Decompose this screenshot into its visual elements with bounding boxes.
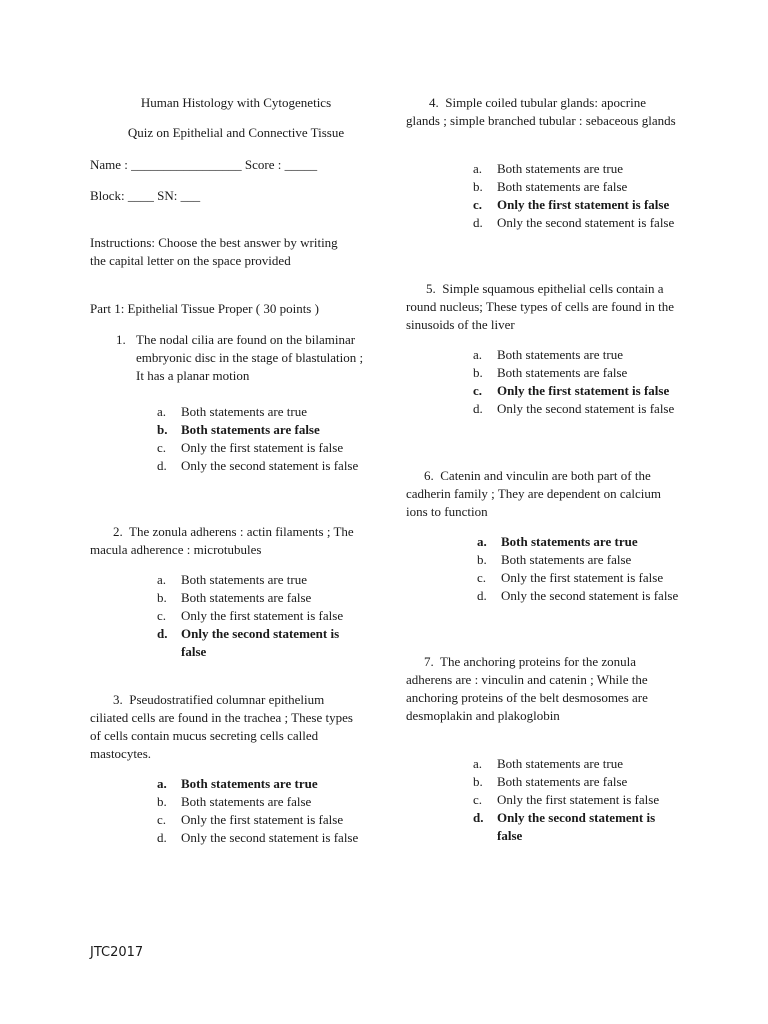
question-text: The zonula adherens : actin filaments ; The macula adherence : microtubules bbox=[90, 524, 354, 557]
question-6-options bbox=[477, 533, 687, 605]
option-b: b. Both statements are false bbox=[473, 179, 628, 194]
option-b: b. Both statements are false bbox=[157, 590, 312, 605]
option-c: c. Only the first statement is false bbox=[473, 197, 670, 212]
question-text: The anchoring proteins for the zonula adherens are : vinculin and catenin ; While the anchoring proteins of the belt desmosomes are desmoplakin and plakoglobin bbox=[406, 654, 648, 723]
option-b: b. Both statements are false bbox=[157, 422, 320, 437]
question-5-options bbox=[473, 346, 683, 418]
question-text: Simple coiled tubular glands: apocrine glands ; simple branched tubular : sebaceous glands bbox=[406, 95, 676, 128]
question-text: Simple squamous epithelial cells contain a round nucleus; These types of cells are found in the sinusoids of the liver bbox=[406, 281, 674, 332]
question-3 bbox=[90, 691, 365, 763]
question-6 bbox=[406, 467, 681, 521]
option-d: d. Only the second statement is false bbox=[473, 810, 656, 843]
question-4-options bbox=[473, 160, 683, 232]
question-text: Catenin and vinculin are both part of the cadherin family ; They are dependent on calcium ions to function bbox=[406, 468, 661, 519]
option-c: c. Only the first statement is false bbox=[157, 440, 344, 455]
option-a: a. Both statements are true bbox=[157, 572, 307, 587]
option-d: d. Only the second statement is false bbox=[473, 215, 675, 230]
question-number: 6. bbox=[424, 468, 434, 483]
option-a: a. Both statements are true bbox=[157, 776, 318, 791]
question-number: 4. bbox=[429, 95, 439, 110]
option-c: c. Only the first statement is false bbox=[157, 608, 344, 623]
option-c: c. Only the first statement is false bbox=[473, 383, 670, 398]
option-d: d. Only the second statement is false bbox=[157, 458, 359, 473]
option-b: b. Both statements are false bbox=[473, 365, 628, 380]
option-c: c. Only the first statement is false bbox=[157, 812, 344, 827]
option-a: a. Both statements are true bbox=[477, 534, 638, 549]
document-subtitle: Quiz on Epithelial and Connective Tissue bbox=[127, 125, 345, 140]
option-d: d. Only the second statement is false bbox=[473, 401, 675, 416]
question-1 bbox=[116, 331, 368, 385]
question-5 bbox=[406, 280, 681, 334]
option-c: c. Only the first statement is false bbox=[477, 570, 664, 585]
question-number: 2. bbox=[113, 524, 123, 539]
part-heading: Part 1: Epithelial Tissue Proper ( 30 points ) bbox=[90, 301, 319, 316]
question-number: 7. bbox=[424, 654, 434, 669]
footer-code: JTC2017 bbox=[90, 945, 144, 960]
option-d: d. Only the second statement is false bbox=[157, 830, 359, 845]
name-score-line: Name : _________________ Score : _____ bbox=[90, 157, 318, 172]
option-b: b. Both statements are false bbox=[473, 774, 628, 789]
option-b: b. Both statements are false bbox=[477, 552, 632, 567]
instructions: Instructions: Choose the best answer by writing the capital letter on the space provided bbox=[90, 235, 338, 268]
block-sn-line: Block: ____ SN: ___ bbox=[90, 188, 201, 203]
option-d: d. Only the second statement is false bbox=[157, 626, 340, 659]
option-c: c. Only the first statement is false bbox=[473, 792, 660, 807]
question-2 bbox=[90, 523, 365, 559]
question-4 bbox=[406, 94, 678, 130]
question-7-options bbox=[473, 755, 683, 845]
question-text: The nodal cilia are found on the bilaminar embryonic disc in the stage of blastulation ; It has a planar motion bbox=[136, 332, 364, 383]
question-1-options bbox=[157, 403, 367, 475]
question-7 bbox=[406, 653, 681, 725]
document-title: Human Histology with Cytogenetics bbox=[140, 95, 332, 110]
question-3-options bbox=[157, 775, 367, 847]
option-a: a. Both statements are true bbox=[473, 347, 623, 362]
question-number: 3. bbox=[113, 692, 123, 707]
option-a: a. Both statements are true bbox=[473, 756, 623, 771]
option-d: d. Only the second statement is false bbox=[477, 588, 679, 603]
question-text: Pseudostratified columnar epithelium ciliated cells are found in the trachea ; These types of cells contain mucus secreting cells called mastocytes. bbox=[90, 692, 353, 761]
option-a: a. Both statements are true bbox=[157, 404, 307, 419]
question-number: 1. bbox=[116, 332, 126, 347]
question-number: 5. bbox=[426, 281, 436, 296]
option-b: b. Both statements are false bbox=[157, 794, 312, 809]
option-a: a. Both statements are true bbox=[473, 161, 623, 176]
question-2-options bbox=[157, 571, 367, 661]
